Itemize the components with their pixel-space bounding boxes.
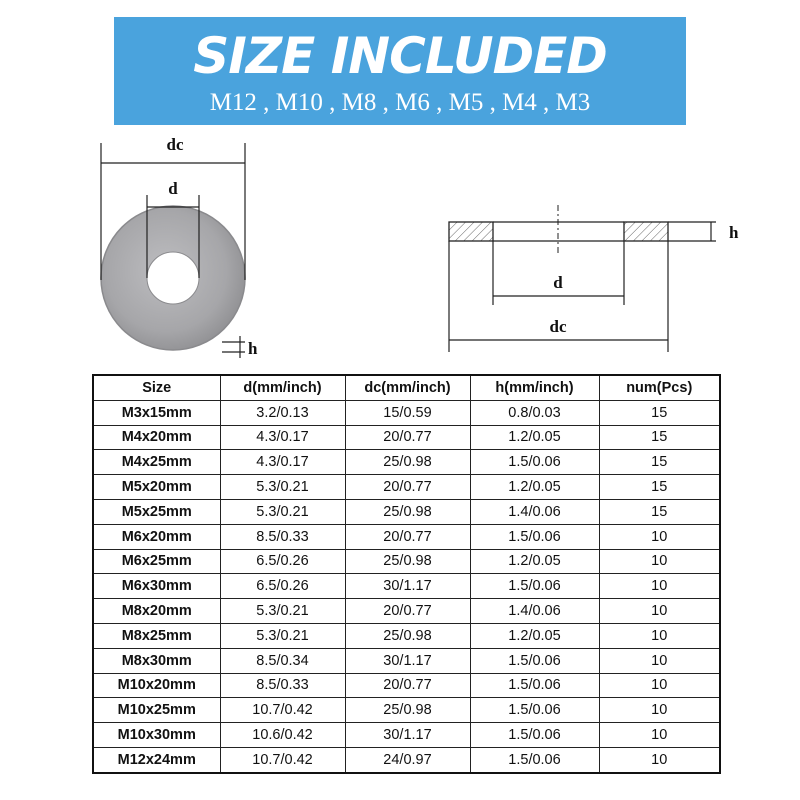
table-body (93, 400, 720, 772)
cell-h: 1.2/0.05 (470, 425, 599, 450)
banner-subtitle: M12 , M10 , M8 , M6 , M5 , M4 , M3 (209, 89, 591, 116)
cell-h: 1.4/0.06 (470, 499, 599, 524)
h-label-left: h (248, 339, 258, 358)
banner-title: SIZE INCLUDED (193, 27, 607, 85)
cell-d: 3.2/0.13 (220, 400, 345, 425)
cell-d: 5.3/0.21 (220, 599, 345, 624)
header-dc: dc(mm/inch) (345, 375, 470, 400)
cell-num: 15 (599, 475, 720, 500)
cell-d: 6.5/0.26 (220, 574, 345, 599)
cell-dc: 20/0.77 (345, 673, 470, 698)
table-row (93, 499, 720, 524)
d-label-left: d (168, 179, 178, 198)
h-dimension-right (668, 222, 716, 241)
cell-h: 1.2/0.05 (470, 475, 599, 500)
table-row (93, 549, 720, 574)
cell-d: 10.7/0.42 (220, 698, 345, 723)
dc-label-left: dc (166, 135, 184, 154)
h-dimension-left (222, 336, 245, 358)
table-row (93, 574, 720, 599)
cell-dc: 20/0.77 (345, 475, 470, 500)
cell-size: M10x25mm (93, 698, 220, 723)
cell-size: M6x20mm (93, 524, 220, 549)
header-num: num(Pcs) (599, 375, 720, 400)
cell-h: 0.8/0.03 (470, 400, 599, 425)
cell-size: M4x25mm (93, 450, 220, 475)
cell-size: M10x30mm (93, 723, 220, 748)
table-row (93, 673, 720, 698)
cell-dc: 24/0.97 (345, 747, 470, 772)
cell-size: M6x30mm (93, 574, 220, 599)
cell-num: 10 (599, 574, 720, 599)
cell-d: 8.5/0.33 (220, 673, 345, 698)
cell-num: 15 (599, 425, 720, 450)
cell-num: 15 (599, 400, 720, 425)
cell-h: 1.5/0.06 (470, 648, 599, 673)
cell-size: M8x20mm (93, 599, 220, 624)
cell-num: 10 (599, 623, 720, 648)
table-row (93, 425, 720, 450)
cell-dc: 25/0.98 (345, 450, 470, 475)
cell-d: 4.3/0.17 (220, 425, 345, 450)
cell-dc: 30/1.17 (345, 723, 470, 748)
table-row (93, 450, 720, 475)
table-row (93, 623, 720, 648)
h-label-right: h (729, 223, 739, 242)
cell-h: 1.4/0.06 (470, 599, 599, 624)
cell-num: 10 (599, 747, 720, 772)
cell-size: M4x20mm (93, 425, 220, 450)
cell-h: 1.5/0.06 (470, 574, 599, 599)
cell-size: M3x15mm (93, 400, 220, 425)
cell-d: 8.5/0.34 (220, 648, 345, 673)
cell-size: M5x20mm (93, 475, 220, 500)
cell-size: M10x20mm (93, 673, 220, 698)
header-h: h(mm/inch) (470, 375, 599, 400)
cell-h: 1.5/0.06 (470, 698, 599, 723)
d-label-right: d (553, 273, 563, 292)
cell-size: M8x30mm (93, 648, 220, 673)
cell-size: M8x25mm (93, 623, 220, 648)
table-row (93, 524, 720, 549)
cell-size: M5x25mm (93, 499, 220, 524)
table-row (93, 723, 720, 748)
table-row (93, 698, 720, 723)
table-header-row (93, 375, 720, 400)
cell-num: 10 (599, 599, 720, 624)
cell-dc: 15/0.59 (345, 400, 470, 425)
washer-diagrams (0, 0, 800, 370)
cell-d: 5.3/0.21 (220, 475, 345, 500)
cell-num: 10 (599, 524, 720, 549)
cell-dc: 25/0.98 (345, 499, 470, 524)
cell-dc: 20/0.77 (345, 425, 470, 450)
cell-num: 15 (599, 499, 720, 524)
cell-h: 1.5/0.06 (470, 673, 599, 698)
cell-d: 6.5/0.26 (220, 549, 345, 574)
header-d: d(mm/inch) (220, 375, 345, 400)
cell-dc: 20/0.77 (345, 599, 470, 624)
cell-h: 1.2/0.05 (470, 549, 599, 574)
table-row (93, 475, 720, 500)
cell-h: 1.5/0.06 (470, 747, 599, 772)
table-row (93, 599, 720, 624)
cell-d: 5.3/0.21 (220, 623, 345, 648)
cell-dc: 30/1.17 (345, 574, 470, 599)
cell-num: 10 (599, 549, 720, 574)
cell-size: M12x24mm (93, 747, 220, 772)
table-row (93, 747, 720, 772)
cell-h: 1.5/0.06 (470, 524, 599, 549)
cell-num: 10 (599, 648, 720, 673)
washer-photo (101, 206, 245, 350)
table-row (93, 648, 720, 673)
cell-dc: 25/0.98 (345, 549, 470, 574)
cell-num: 15 (599, 450, 720, 475)
header-size: Size (93, 375, 220, 400)
cell-size: M6x25mm (93, 549, 220, 574)
cell-dc: 25/0.98 (345, 623, 470, 648)
cell-dc: 20/0.77 (345, 524, 470, 549)
cell-h: 1.5/0.06 (470, 450, 599, 475)
cell-d: 4.3/0.17 (220, 450, 345, 475)
cell-h: 1.2/0.05 (470, 623, 599, 648)
cell-dc: 30/1.17 (345, 648, 470, 673)
cell-h: 1.5/0.06 (470, 723, 599, 748)
cell-d: 5.3/0.21 (220, 499, 345, 524)
washer-cross-section (449, 205, 668, 255)
cell-d: 10.6/0.42 (220, 723, 345, 748)
cell-d: 8.5/0.33 (220, 524, 345, 549)
table-row (93, 400, 720, 425)
cell-num: 10 (599, 698, 720, 723)
size-spec-table (92, 374, 721, 774)
cell-d: 10.7/0.42 (220, 747, 345, 772)
cell-num: 10 (599, 723, 720, 748)
dc-label-right: dc (549, 317, 567, 336)
cell-dc: 25/0.98 (345, 698, 470, 723)
cell-num: 10 (599, 673, 720, 698)
